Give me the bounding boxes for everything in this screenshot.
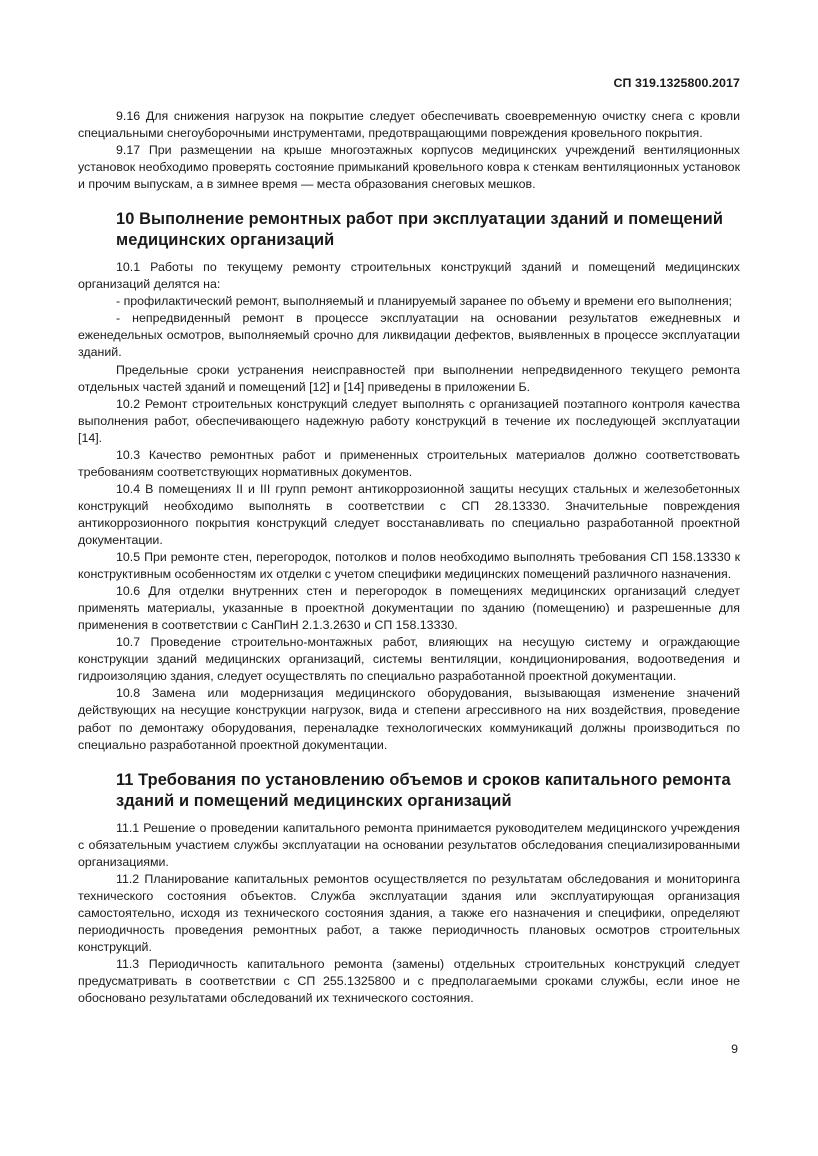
section-10-heading: 10 Выполнение ремонтных работ при эксплуатации зданий и помещений медицинских организаций bbox=[116, 210, 724, 250]
paragraph-10-1: 10.1 Работы по текущему ремонту строительных конструкций зданий и помещений медицинских организаций делятся на: bbox=[78, 260, 740, 292]
document-code: СП 319.1325800.2017 bbox=[613, 76, 740, 90]
page-number: 9 bbox=[731, 1042, 738, 1056]
list-item-unplanned-repair: - непредвиденный ремонт в процессе эксплуатации на основании результатов ежедневных и еженедельных осмотров, выполняемый срочно для ликвидации дефектов, выявленных в процессе эксплуатации зданий. bbox=[78, 311, 740, 360]
list-item-preventive-repair: - профилактический ремонт, выполняемый и планируемый заранее по объему и времени его выполнения; bbox=[116, 294, 733, 309]
page-content bbox=[78, 108, 740, 1007]
paragraph-9-16: 9.16 Для снижения нагрузок на покрытие следует обеспечивать своевременную очистку снега с кровли специальными снегоуборочными инструментами, предотвращающими повреждения кровельного покрытия. bbox=[78, 109, 740, 141]
paragraph-9-17: 9.17 При размещении на крыше многоэтажных корпусов медицинских учреждений вентиляционных установок необходимо проверять состояние примыканий кровельного ковра к стенкам вентиляционных установок и прочим выпускам, а в зимнее время — места образования снеговых мешков. bbox=[78, 143, 740, 192]
paragraph-10-7: 10.7 Проведение строительно-монтажных работ, влияющих на несущую систему и ограждающие конструкции зданий медицинских организаций, системы вентиляции, кондиционирования, водоотведения и гидроизоляцию здания, следует осуществлять по специально разработанной проектной документации. bbox=[78, 635, 740, 684]
paragraph-10-3: 10.3 Качество ремонтных работ и примененных строительных материалов должно соответствовать требованиям соответствующих нормативных документов. bbox=[78, 447, 740, 479]
paragraph-10-8: 10.8 Замена или модернизация медицинского оборудования, вызывающая изменение значений действующих на несущие конструкции нагрузок, вида и степени агрессивного на них воздействия, проведение работ по демонтажу оборудования, переналадке технологических коммуникаций должны производиться по специально разработанной проектной документации. bbox=[78, 686, 740, 752]
paragraph-repair-deadlines: Предельные сроки устранения неисправностей при выполнении непредвиденного текущего ремонта отдельных частей зданий и помещений [12] и [14] приведены в приложении Б. bbox=[78, 362, 740, 394]
paragraph-10-5: 10.5 При ремонте стен, перегородок, потолков и полов необходимо выполнять требования СП 158.13330 к конструктивным особенностям их отделки с учетом специфики медицинских помещений различного назначения. bbox=[78, 550, 740, 582]
paragraph-10-2: 10.2 Ремонт строительных конструкций следует выполнять с организацией поэтапного контроля качества выполнения работ, обеспечивающего надежную работу конструкций в течение их последующей эксплуатации [14]. bbox=[78, 396, 740, 445]
section-11-heading: 11 Требования по установлению объемов и сроков капитального ремонта зданий и помещений медицинских организаций bbox=[116, 770, 731, 810]
paragraph-10-4: 10.4 В помещениях II и III групп ремонт антикоррозионной защиты несущих стальных и железобетонных конструкций необходимо выполнять в соответствии с СП 28.13330. Значительные повреждения антикоррозионного покрытия конструкций следует восстанавливать по специально разработанной проектной документации. bbox=[78, 481, 740, 547]
paragraph-11-1: 11.1 Решение о проведении капитального ремонта принимается руководителем медицинского учреждения с обязательным участием службы эксплуатации на основании результатов обследования специализированными организациями. bbox=[78, 820, 740, 869]
paragraph-11-3: 11.3 Периодичность капитального ремонта (замены) отдельных строительных конструкций следует предусматривать в соответствии с СП 255.1325800 и с предполагаемыми сроками службы, если иное не обосновано результатами обследований их технического состояния. bbox=[78, 956, 740, 1006]
paragraph-10-6: 10.6 Для отделки внутренних стен и перегородок в помещениях медицинских организаций следует применять материалы, указанные в проектной документации по зданию (помещению) и разрешенные для применения в соответствии с СанПиН 2.1.3.2630 и СП 158.13330. bbox=[78, 584, 740, 633]
paragraph-11-2: 11.2 Планирование капитальных ремонтов осуществляется по результатам обследования и мониторинга технического состояния объектов. Служба эксплуатации здания или эксплуатирующая организация самостоятельно, исходя из технического состояния здания, а также его назначения и специфики, определяют периодичность проведения ремонтных работ, а также периодичность плановых осмотров строительных конструкций. bbox=[78, 871, 740, 954]
